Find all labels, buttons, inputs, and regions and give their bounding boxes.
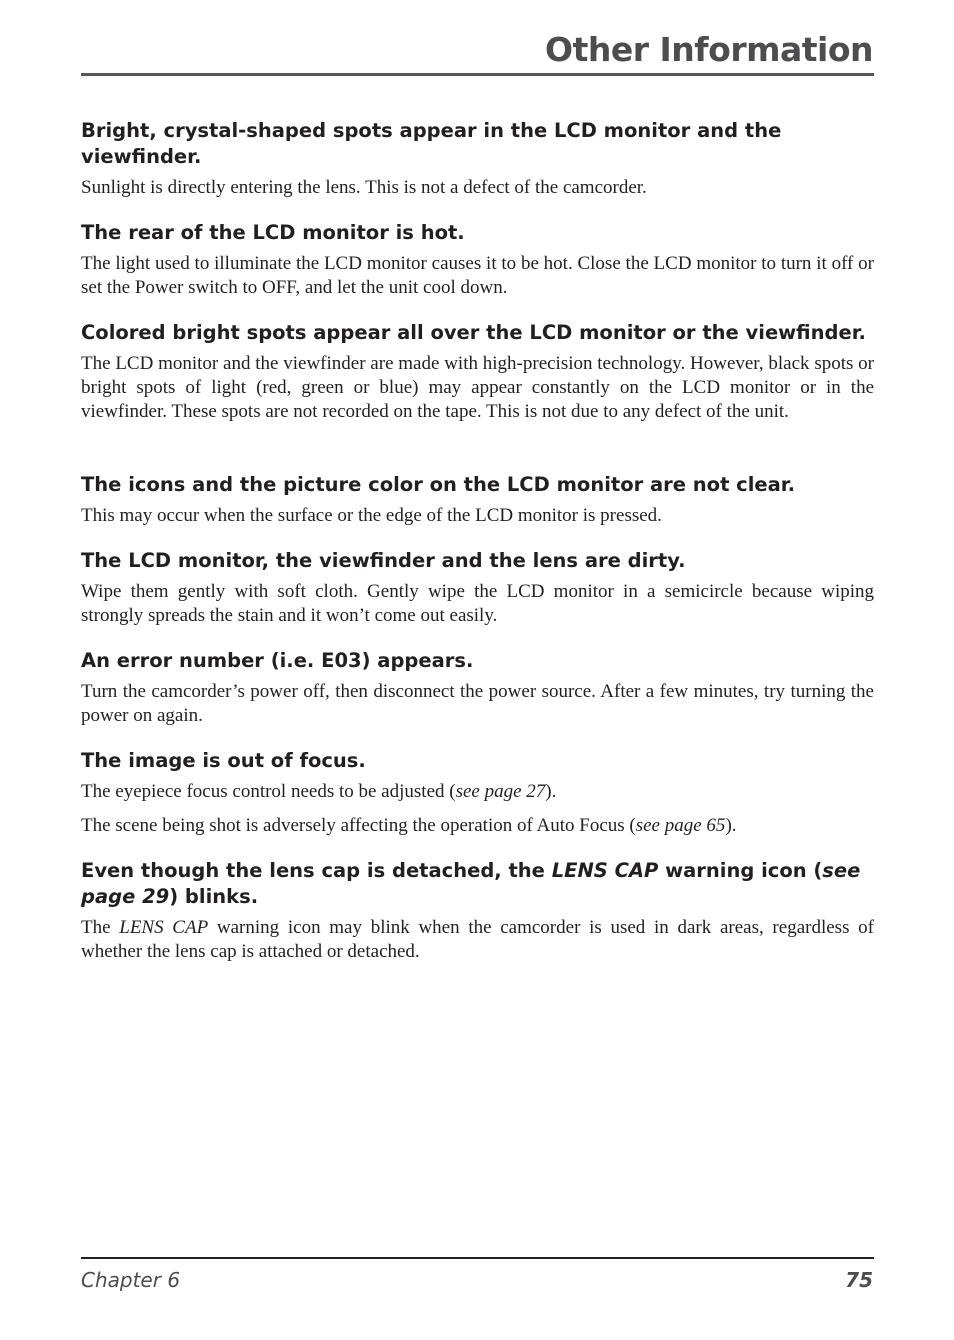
entry-body: [81, 814, 874, 838]
text-run: The: [81, 917, 120, 938]
troubleshooting-entry: [81, 320, 874, 424]
footer-page-number: 75: [845, 1268, 873, 1292]
entry-body: The LCD monitor and the viewfinder are made with high-precision technology. However, black spots or bright spots of light (red, green or blue) may appear constantly on the LCD monitor or in the viewfinder. These spots are not recorded on the tape. This is not due to any defect of the unit.: [81, 353, 874, 422]
troubleshooting-entry: [81, 220, 874, 300]
entry-heading: The rear of the LCD monitor is hot.: [81, 221, 465, 244]
troubleshooting-entry: [81, 118, 874, 200]
text-run: The eyepiece focus control needs to be adjusted (: [81, 781, 456, 802]
entry-heading: The icons and the picture color on the LCD monitor are not clear.: [81, 473, 796, 496]
footer-chapter: Chapter 6: [81, 1268, 181, 1292]
header-rule: [81, 73, 874, 76]
entry-body: Sunlight is directly entering the lens. This is not a defect of the camcorder.: [81, 177, 647, 198]
entry-body: Wipe them gently with soft cloth. Gently wipe the LCD monitor in a semicircle because wiping strongly spreads the stain and it won’t come out easily.: [81, 581, 874, 626]
page-reference: see page 29: [81, 859, 861, 908]
troubleshooting-entry: [81, 548, 874, 628]
text-run: ).: [725, 815, 737, 836]
entry-heading: The LCD monitor, the viewfinder and the lens are dirty.: [81, 549, 686, 572]
troubleshooting-entry: [81, 858, 874, 964]
entry-body: This may occur when the surface or the edge of the LCD monitor is pressed.: [81, 505, 662, 526]
page-reference: see page 65: [635, 815, 726, 836]
lens-cap-term: LENS CAP: [551, 859, 659, 882]
lens-cap-term: LENS CAP: [119, 917, 209, 938]
entry-body: Turn the camcorder’s power off, then disconnect the power source. After a few minutes, try turning the power on again.: [81, 681, 874, 726]
text-run: warning icon may blink when the camcorder is used in dark areas, regardless of whether the lens cap is attached or detached.: [81, 917, 874, 962]
entry-heading: The image is out of focus.: [81, 749, 366, 772]
entry-heading: Bright, crystal-shaped spots appear in the LCD monitor and the viewfinder.: [81, 119, 782, 168]
footer-rule: [81, 1257, 874, 1259]
entry-body: [81, 916, 874, 964]
page-content: [81, 118, 874, 984]
entry-body: [81, 780, 874, 804]
text-run: ) blinks.: [169, 885, 259, 908]
troubleshooting-entry: [81, 748, 874, 838]
troubleshooting-entry: [81, 648, 874, 728]
entry-heading: An error number (i.e. E03) appears.: [81, 649, 474, 672]
entry-heading: [81, 858, 874, 910]
entry-body: The light used to illuminate the LCD monitor causes it to be hot. Close the LCD monitor to turn it off or set the Power switch to OFF, and let the unit cool down.: [81, 253, 874, 298]
troubleshooting-entry: [81, 472, 874, 528]
text-run: ).: [545, 781, 557, 802]
entry-heading: Colored bright spots appear all over the LCD monitor or the viewfinder.: [81, 321, 866, 344]
page-header-title: Other Information: [545, 30, 873, 69]
text-run: warning icon (: [658, 859, 823, 882]
text-run: Even though the lens cap is detached, the: [81, 859, 552, 882]
page-reference: see page 27: [455, 781, 546, 802]
text-run: The scene being shot is adversely affecting the operation of Auto Focus (: [81, 815, 636, 836]
